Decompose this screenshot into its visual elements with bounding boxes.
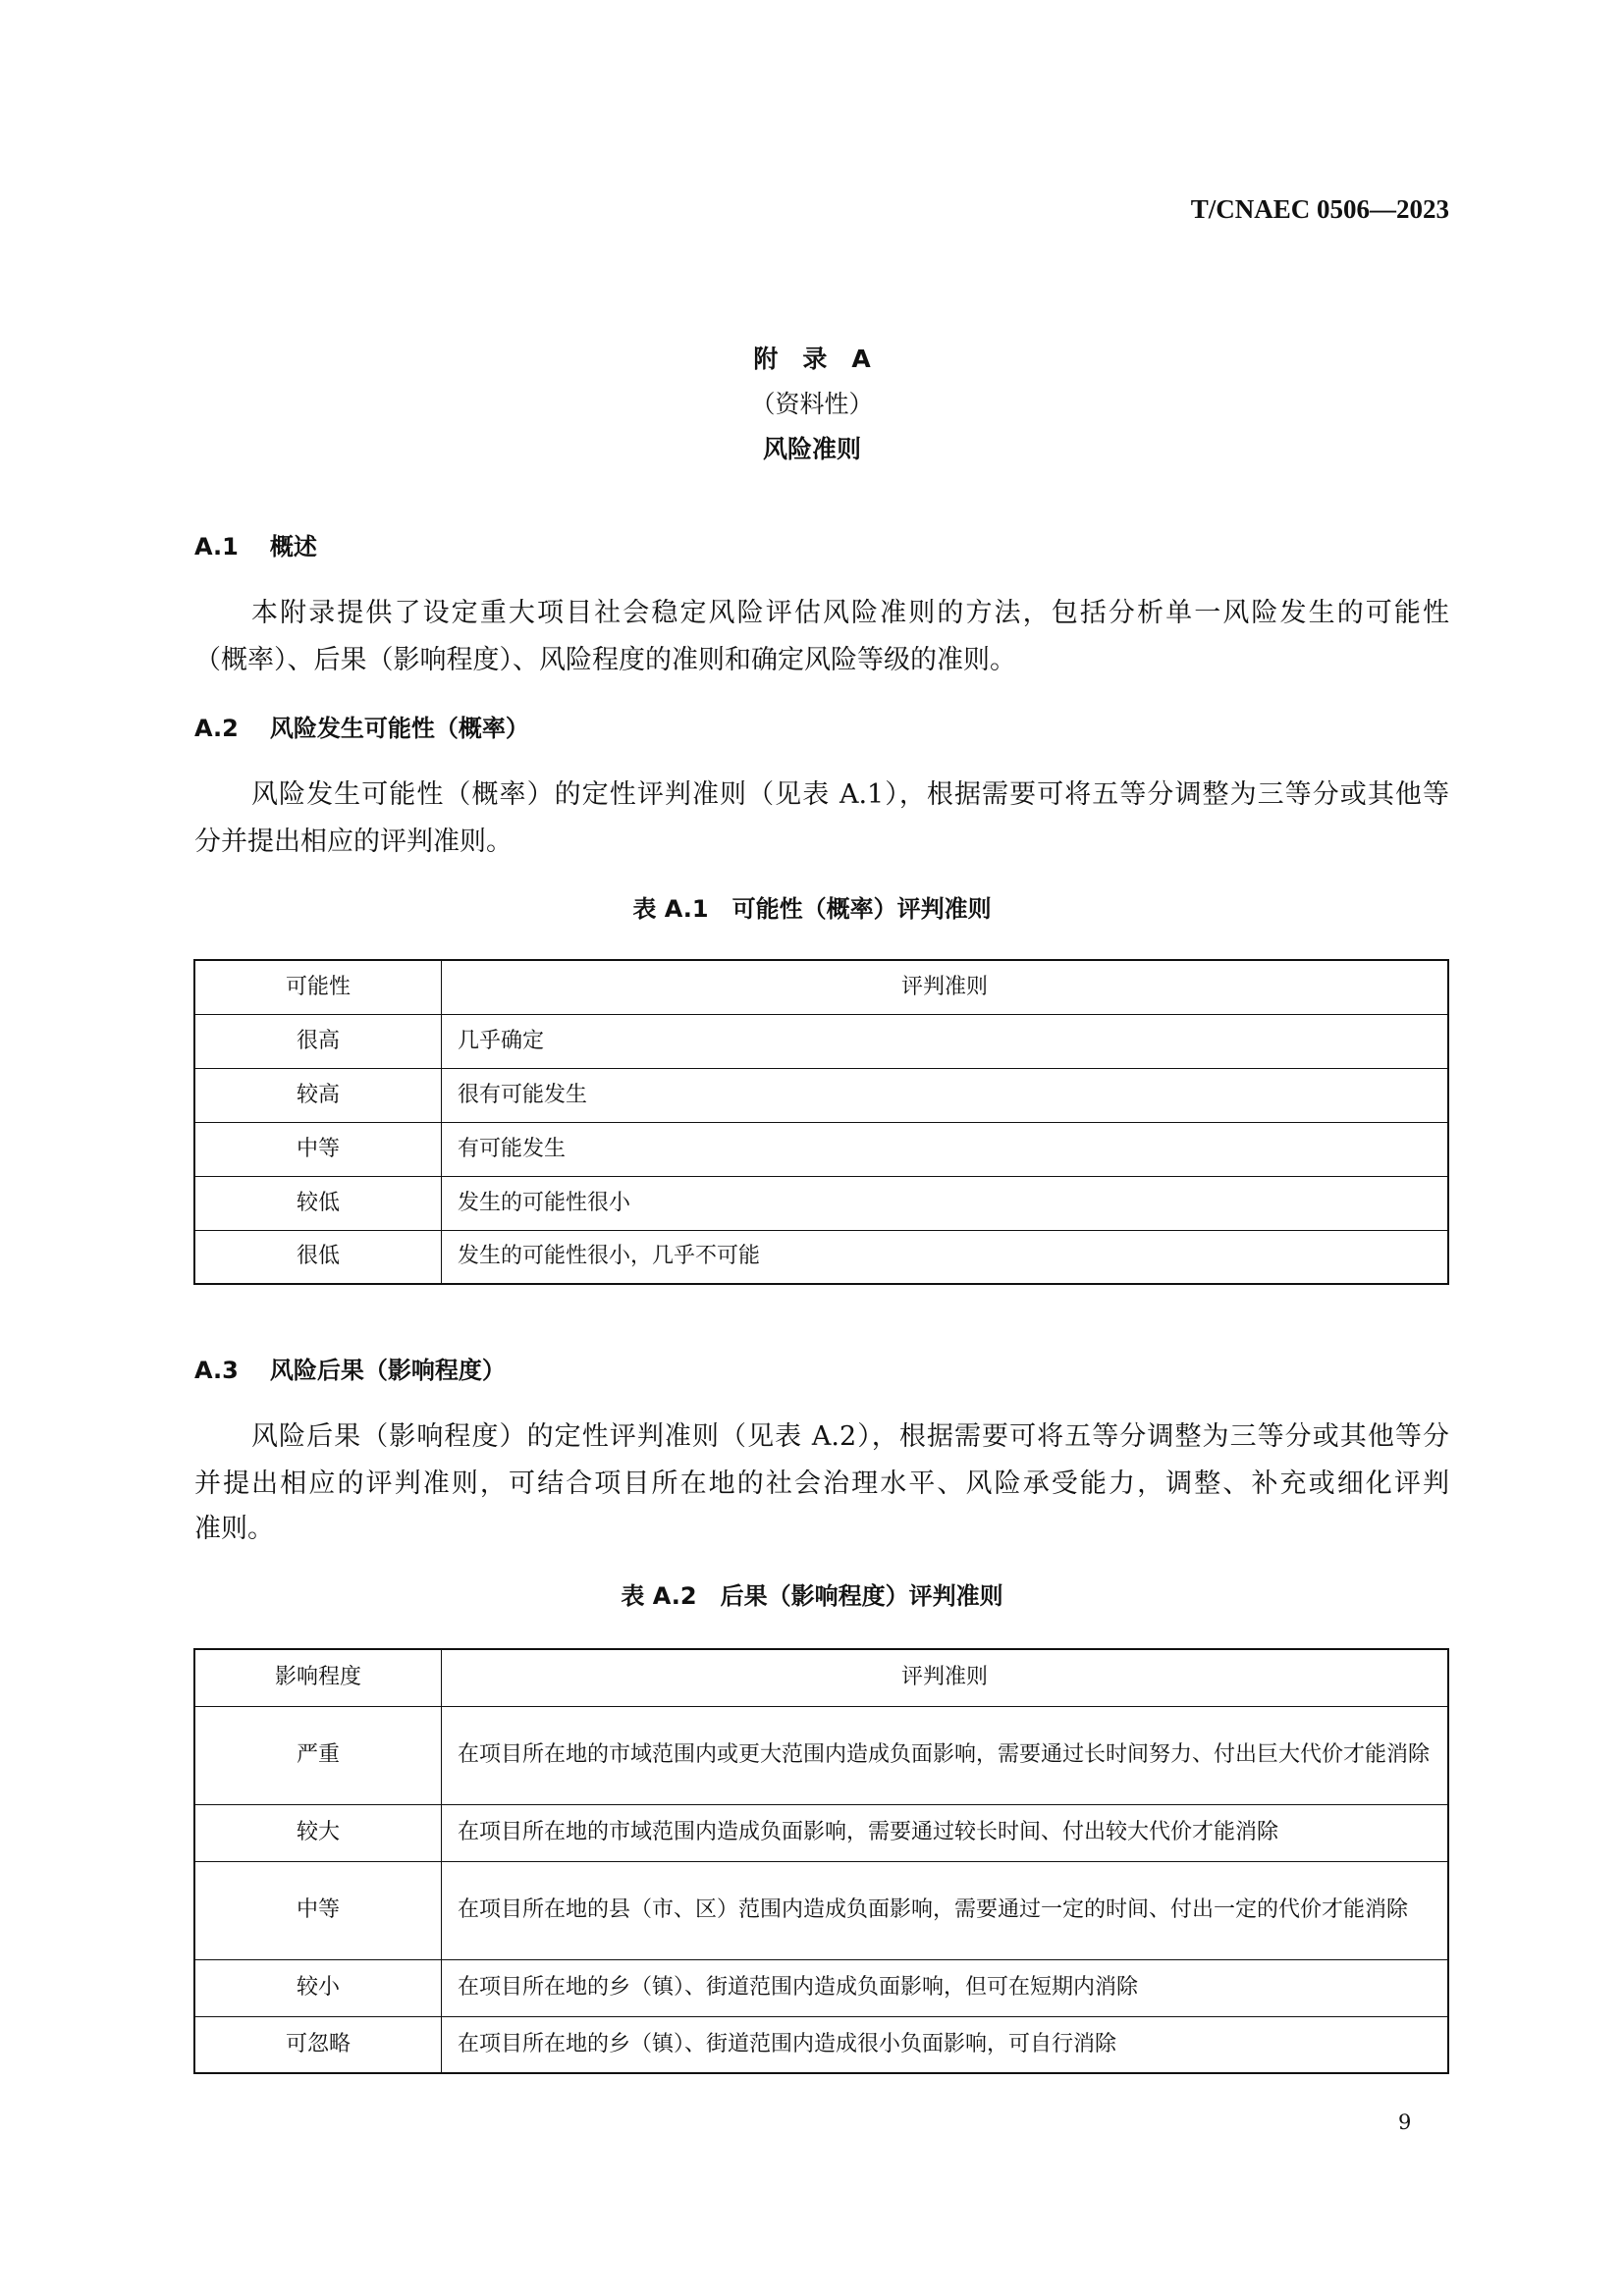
column-header: 评判准则 bbox=[442, 1649, 1449, 1706]
paragraph-line: 风险后果（影响程度）的定性评判准则（见表 A.2），根据需要可将五等分调整为三等分或其他等分 bbox=[251, 1421, 1449, 1452]
paragraph-line: 准则。 bbox=[194, 1514, 274, 1544]
table-row bbox=[194, 1706, 1448, 1804]
paragraph-line: 并提出相应的评判准则，可结合项目所在地的社会治理水平、风险承受能力，调整、补充或细化评判 bbox=[194, 1468, 1449, 1499]
column-header: 评判准则 bbox=[442, 960, 1449, 1014]
table-likelihood-criteria bbox=[193, 959, 1449, 1285]
table-row bbox=[194, 1014, 1448, 1068]
paragraph-line: （概率）、后果（影响程度）、风险程度的准则和确定风险等级的准则。 bbox=[194, 645, 1016, 675]
table-row bbox=[194, 1230, 1448, 1284]
criteria-cell: 发生的可能性很小，几乎不可能 bbox=[442, 1230, 1449, 1284]
section-number: A.2 bbox=[194, 715, 239, 742]
level-cell: 严重 bbox=[194, 1706, 442, 1804]
level-cell: 较小 bbox=[194, 1959, 442, 2016]
level-cell: 较大 bbox=[194, 1804, 442, 1861]
section-a1-heading bbox=[194, 527, 317, 561]
criteria-cell: 在项目所在地的乡（镇）、街道范围内造成很小负面影响，可自行消除 bbox=[442, 2016, 1449, 2073]
table-row bbox=[194, 1176, 1448, 1230]
section-title: 风险发生可能性（概率） bbox=[269, 715, 529, 742]
level-cell: 较低 bbox=[194, 1176, 442, 1230]
page-number: 9 bbox=[1398, 2110, 1412, 2134]
section-a2-heading bbox=[194, 709, 529, 743]
criteria-cell: 有可能发生 bbox=[442, 1122, 1449, 1176]
criteria-cell: 发生的可能性很小 bbox=[442, 1176, 1449, 1230]
paragraph-line: 分并提出相应的评判准则。 bbox=[194, 827, 513, 857]
level-cell: 很低 bbox=[194, 1230, 442, 1284]
table2-caption: 表 A.2 后果（影响程度）评判准则 bbox=[621, 1582, 1003, 1610]
table-row bbox=[194, 1122, 1448, 1176]
table1-caption: 表 A.1 可能性（概率）评判准则 bbox=[632, 895, 992, 923]
criteria-cell: 在项目所在地的县（市、区）范围内造成负面影响，需要通过一定的时间、付出一定的代价才能消除 bbox=[442, 1861, 1449, 1959]
criteria-cell: 在项目所在地的乡（镇）、街道范围内造成负面影响，但可在短期内消除 bbox=[442, 1959, 1449, 2016]
column-header: 影响程度 bbox=[194, 1649, 442, 1706]
appendix-type: （资料性） bbox=[750, 390, 874, 418]
appendix-name: 风险准则 bbox=[762, 435, 861, 463]
level-cell: 很高 bbox=[194, 1014, 442, 1068]
section-number: A.3 bbox=[194, 1357, 239, 1384]
table-header-row bbox=[194, 1649, 1448, 1706]
criteria-cell: 几乎确定 bbox=[442, 1014, 1449, 1068]
criteria-cell: 在项目所在地的市域范围内或更大范围内造成负面影响，需要通过长时间努力、付出巨大代价才能消除 bbox=[442, 1706, 1449, 1804]
table-consequence-criteria bbox=[193, 1648, 1449, 2074]
criteria-cell: 在项目所在地的市域范围内造成负面影响，需要通过较长时间、付出较大代价才能消除 bbox=[442, 1804, 1449, 1861]
paragraph-line: 本附录提供了设定重大项目社会稳定风险评估风险准则的方法，包括分析单一风险发生的可能性 bbox=[251, 598, 1449, 628]
section-title: 概述 bbox=[269, 533, 317, 561]
standard-code: T/CNAEC 0506—2023 bbox=[1190, 194, 1449, 224]
paragraph-line: 风险发生可能性（概率）的定性评判准则（见表 A.1），根据需要可将五等分调整为三等分或其他等 bbox=[251, 779, 1449, 810]
section-a3-heading bbox=[194, 1351, 506, 1385]
level-cell: 可忽略 bbox=[194, 2016, 442, 2073]
criteria-cell: 很有可能发生 bbox=[442, 1068, 1449, 1122]
section-number: A.1 bbox=[194, 533, 239, 561]
table-row bbox=[194, 2016, 1448, 2073]
table-header-row bbox=[194, 960, 1448, 1014]
table-row bbox=[194, 1804, 1448, 1861]
table-row bbox=[194, 1861, 1448, 1959]
level-cell: 较高 bbox=[194, 1068, 442, 1122]
level-cell: 中等 bbox=[194, 1861, 442, 1959]
appendix-title: 附 录 A bbox=[753, 345, 871, 373]
level-cell: 中等 bbox=[194, 1122, 442, 1176]
table-row bbox=[194, 1068, 1448, 1122]
column-header: 可能性 bbox=[194, 960, 442, 1014]
table-row bbox=[194, 1959, 1448, 2016]
section-title: 风险后果（影响程度） bbox=[269, 1357, 506, 1384]
